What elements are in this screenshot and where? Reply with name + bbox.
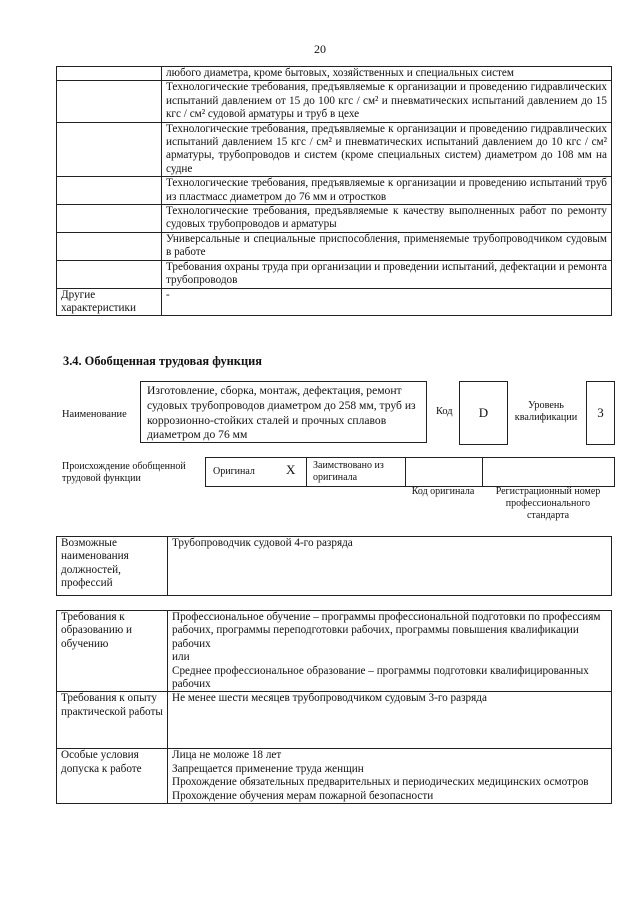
borrowed-label: Заимствовано из оригинала — [313, 460, 384, 483]
education-label: Требования к образованию и обучению — [57, 611, 168, 692]
row-label — [57, 232, 162, 260]
admission-line: Прохождение обязательных предварительных и периодических медицинских осмотров — [172, 776, 589, 789]
table-row — [57, 749, 612, 804]
experience-value — [168, 692, 612, 749]
page-number: 20 — [314, 42, 326, 56]
other-characteristics-label: Другие характеристики — [57, 288, 162, 316]
table-row — [57, 122, 612, 177]
row-label — [57, 67, 162, 81]
original-mark: X — [286, 462, 296, 477]
original-cell — [205, 457, 307, 487]
knowledge-item: Технологические требования, предъявляемые к качеству выполненных работ по ремонту судовых трубопроводов и арматуры — [162, 205, 612, 233]
admission-label: Особые условия допуска к работе — [57, 749, 168, 804]
name-label: Наименование — [62, 409, 127, 420]
table-row — [57, 260, 612, 288]
positions-table — [56, 536, 612, 596]
table-row — [57, 537, 612, 596]
row-label — [57, 205, 162, 233]
admission-line: Лица не моложе 18 лет — [172, 749, 282, 762]
function-name-value: Изготовление, сборка, монтаж, дефектация, ремонт судовых трубопроводов диаметром до 258 мм, труб из коррозионно-стойких сталей и прочных сплавов диаметром до 76 мм — [140, 381, 427, 443]
table-row — [57, 81, 612, 122]
positions-value: Трубопроводчик судовой 4-го разряда — [168, 537, 612, 596]
knowledge-item: любого диаметра, кроме бытовых, хозяйственных и специальных систем — [162, 67, 612, 81]
level-value: 3 — [586, 381, 615, 445]
code-original-label: Код оригинала — [411, 486, 475, 497]
knowledge-item: Технологические требования, предъявляемые к организации и проведению испытаний труб из пластмасс диаметром до 76 мм и отростков — [162, 177, 612, 205]
table-row — [57, 288, 612, 316]
code-value: D — [459, 381, 508, 445]
experience-line: Не менее шести месяцев трубопроводчиком судовым 3-го разряда — [172, 692, 487, 705]
reg-number-label: Регистрационный номер профессионального стандарта — [495, 486, 601, 521]
knowledge-table — [56, 66, 612, 316]
education-value — [168, 611, 612, 692]
knowledge-item: Технологические требования, предъявляемые к организации и проведению гидравлических испытаний давлением 15 кгс / см² и пневматических испытаний давлением до 10 кгс / см² арматуры, трубопроводов и систем (кроме специальных систем) диаметром до 108 мм на судне — [162, 122, 612, 177]
requirements-table — [56, 610, 612, 804]
education-line: Среднее профессиональное образование – программы подготовки квалифицированных рабочих — [172, 664, 589, 691]
table-row — [57, 205, 612, 233]
code-original-cell — [405, 457, 483, 487]
other-characteristics-value: - — [162, 288, 612, 316]
positions-label: Возможные наименования должностей, профессий — [57, 537, 168, 596]
section-heading: 3.4. Обобщенная трудовая функция — [63, 354, 262, 368]
borrowed-cell — [306, 457, 406, 487]
table-row — [57, 67, 612, 81]
education-line: или — [172, 651, 190, 664]
table-row — [57, 611, 612, 692]
knowledge-item: Универсальные и специальные приспособления, применяемые трубопроводчиком судовым в работе — [162, 232, 612, 260]
original-label: Оригинал — [213, 466, 255, 477]
code-label: Код — [436, 406, 453, 417]
admission-value — [168, 749, 612, 804]
admission-line: Запрещается применение труда женщин — [172, 762, 364, 775]
admission-line: Прохождение обучения мерам пожарной безопасности — [172, 789, 434, 802]
knowledge-item: Технологические требования, предъявляемые к организации и проведению гидравлических испытаний давлением от 15 до 100 кгс / см² и пневматических испытаний давлением до 15 кгс / см² судовой арматуры и труб в цехе — [162, 81, 612, 122]
knowledge-item: Требования охраны труда при организации и проведении испытаний, дефектации и ремонта трубопроводов — [162, 260, 612, 288]
table-row — [57, 232, 612, 260]
row-label — [57, 81, 162, 122]
row-label — [57, 177, 162, 205]
row-label — [57, 122, 162, 177]
level-label: Уровень квалификации — [514, 400, 578, 423]
reg-number-cell — [482, 457, 615, 487]
row-label — [57, 260, 162, 288]
experience-label: Требования к опыту практической работы — [57, 692, 168, 749]
education-line: Профессиональное обучение – программы профессиональной подготовки по профессиям рабочих, программы переподготовки рабочих, программы повышения квалификации рабочих — [172, 611, 601, 650]
table-row — [57, 177, 612, 205]
origin-label: Происхождение обобщенной трудовой функции — [62, 461, 186, 484]
table-row — [57, 692, 612, 749]
